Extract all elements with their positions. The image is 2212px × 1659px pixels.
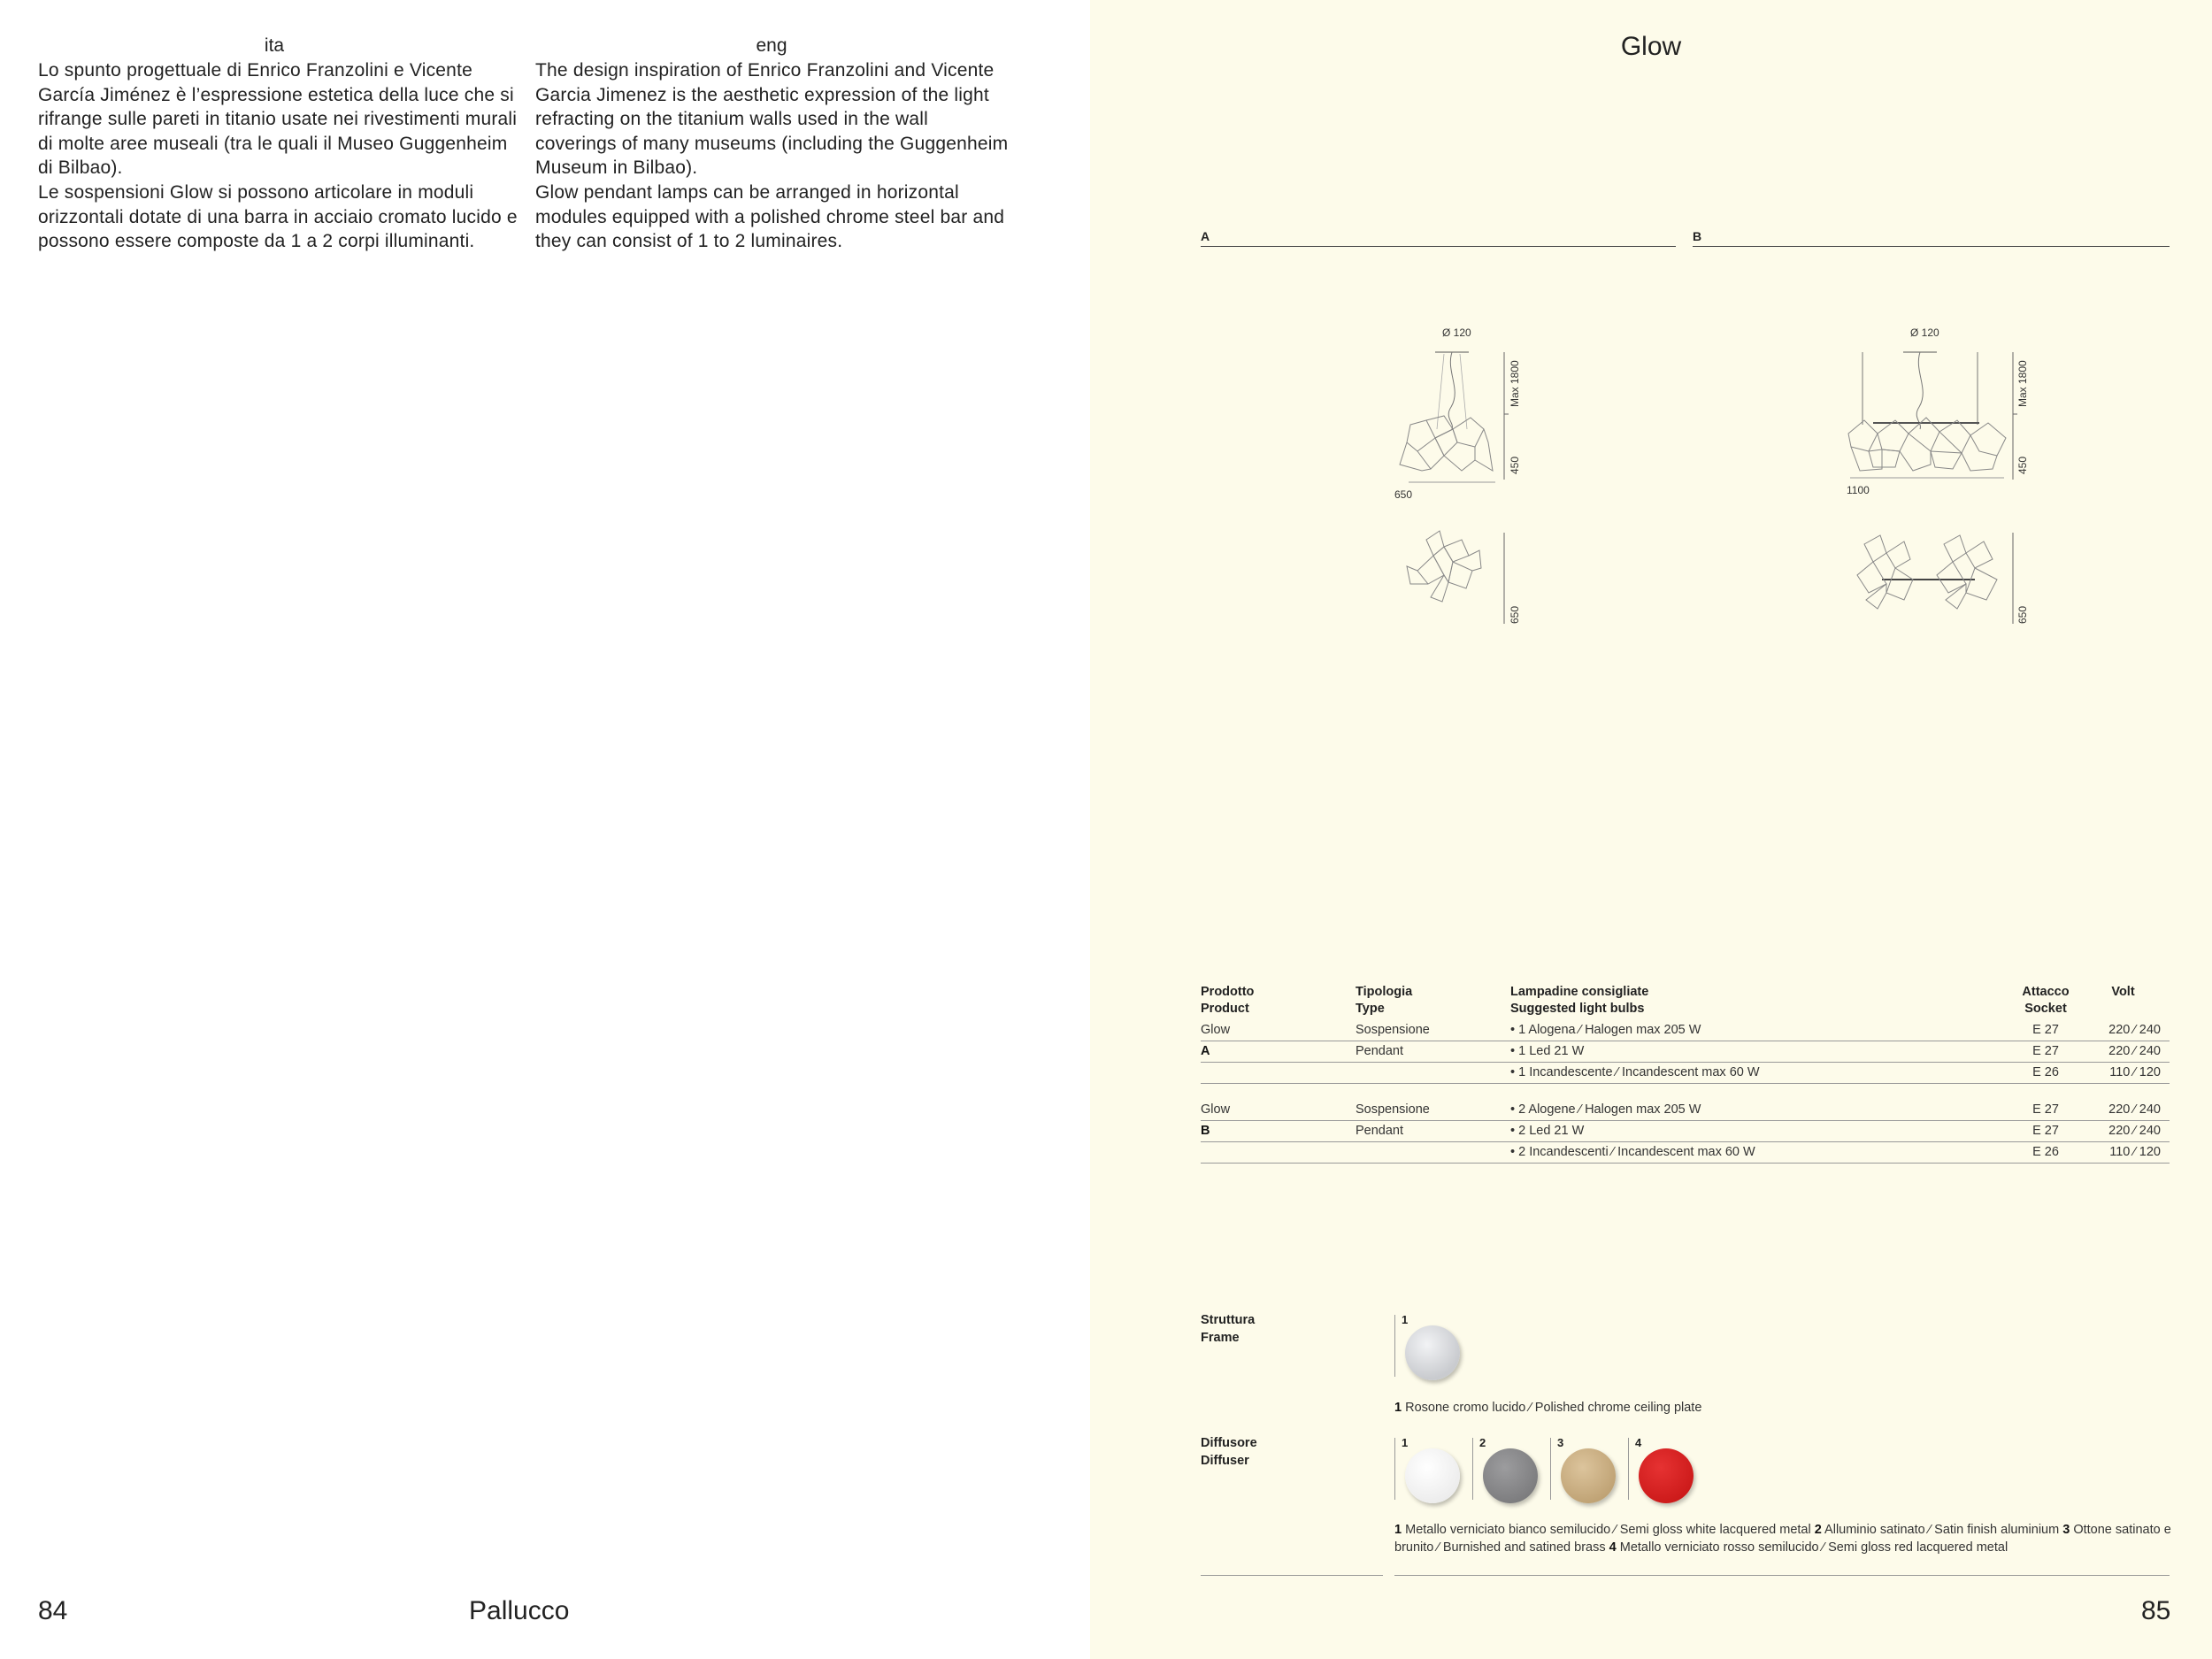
dim-depth: 650 — [1509, 605, 1521, 624]
dim-width: 1100 — [1847, 484, 1870, 496]
table-header-row — [1201, 984, 2170, 1020]
swatch-number: 1 — [1402, 1313, 1409, 1326]
variant-a-drawing — [1391, 319, 1594, 637]
caption-number: 1 — [1394, 1523, 1402, 1537]
eng-text — [535, 58, 1013, 254]
footer-rule-right — [1394, 1575, 2170, 1576]
dim-diameter: Ø 120 — [1442, 326, 1471, 339]
red-swatch — [1639, 1448, 1694, 1503]
cell-bulb: • 2 Incandescenti ⁄ Incandescent max 60 W — [1510, 1142, 2006, 1164]
ita-heading: ita — [264, 35, 285, 56]
swatch-number: 3 — [1557, 1436, 1564, 1449]
swatch-number: 2 — [1479, 1436, 1486, 1449]
ita-paragraph: Le sospensioni Glow si possono articolare in moduli orizzontali dotate di una barra in acciaio cromato lucido e possono essere composte da 1 a 2 corpi illuminanti. — [38, 181, 518, 252]
swatch-divider — [1394, 1438, 1395, 1500]
cell-volt: 220 ⁄ 240 — [2085, 1020, 2170, 1041]
cell-socket: E 27 — [2006, 1100, 2085, 1121]
diffuser-swatch-3 — [1550, 1436, 1626, 1507]
cell-type: Sospensione — [1356, 1100, 1510, 1121]
cell-type — [1356, 1063, 1510, 1084]
specification-table — [1201, 984, 2170, 1164]
dim-max-height: Max 1800 — [2016, 360, 2029, 407]
brass-swatch — [1561, 1448, 1616, 1503]
caption-number: 2 — [1814, 1523, 1822, 1537]
cell-product: B — [1201, 1121, 1356, 1142]
dim-width: 650 — [1394, 488, 1413, 501]
frame-label-en: Frame — [1201, 1331, 1240, 1345]
variant-a-label: A — [1201, 229, 1210, 243]
table-row — [1201, 1041, 2170, 1063]
cell-volt: 220 ⁄ 240 — [2085, 1100, 2170, 1121]
swatch-divider — [1628, 1438, 1629, 1500]
dim-height: 450 — [1509, 456, 1521, 474]
dim-height: 450 — [2016, 456, 2029, 474]
brand-name: Pallucco — [469, 1596, 570, 1625]
cell-bulb: • 1 Incandescente ⁄ Incandescent max 60 W — [1510, 1063, 2006, 1084]
cell-bulb: • 1 Alogena ⁄ Halogen max 205 W — [1510, 1020, 2006, 1041]
header-volt: Volt — [2111, 985, 2135, 999]
variant-b-rule — [1693, 246, 2170, 247]
cell-bulb: • 2 Led 21 W — [1510, 1121, 2006, 1142]
table-spacer — [1201, 1084, 2170, 1101]
diffuser-label-en: Diffuser — [1201, 1454, 1249, 1468]
lamp-top-view — [1857, 535, 1997, 609]
eng-heading: eng — [756, 35, 787, 56]
cell-volt: 110 ⁄ 120 — [2085, 1142, 2170, 1164]
diffuser-label — [1201, 1434, 1257, 1470]
caption-number: 1 — [1394, 1401, 1402, 1415]
cell-socket: E 27 — [2006, 1121, 2085, 1142]
diffuser-caption — [1394, 1521, 2173, 1556]
right-page — [1090, 0, 2212, 1659]
table-row — [1201, 1121, 2170, 1142]
left-page — [0, 0, 1090, 1659]
swatch-divider — [1472, 1438, 1473, 1500]
frame-caption — [1394, 1399, 2173, 1417]
frame-label-it: Struttura — [1201, 1313, 1256, 1327]
dim-diameter: Ø 120 — [1910, 326, 1939, 339]
frame-swatch-1 — [1394, 1313, 1465, 1384]
cell-volt: 220 ⁄ 240 — [2085, 1121, 2170, 1142]
variant-b-drawing — [1847, 319, 2059, 637]
cell-product: Glow — [1201, 1020, 1356, 1041]
table-row — [1201, 1020, 2170, 1041]
cell-volt: 220 ⁄ 240 — [2085, 1041, 2170, 1063]
caption-text: Rosone cromo lucido ⁄ Polished chrome ceiling plate — [1405, 1401, 1702, 1415]
header-bulbs: Lampadine consigliate Suggested light bulbs — [1510, 985, 1649, 1016]
dim-max-height: Max 1800 — [1509, 360, 1521, 407]
product-title: Glow — [1620, 32, 1682, 61]
swatch-number: 4 — [1635, 1436, 1642, 1449]
frame-label — [1201, 1311, 1255, 1347]
caption-text: Metallo verniciato rosso semilucido ⁄ Semi gloss red lacquered metal — [1619, 1540, 2008, 1555]
cell-type: Pendant — [1356, 1121, 1510, 1142]
chrome-swatch — [1405, 1325, 1460, 1380]
cell-socket: E 27 — [2006, 1041, 2085, 1063]
footer-rule-left — [1201, 1575, 1383, 1576]
lamp-side-view — [1400, 416, 1493, 471]
caption-text: Alluminio satinato ⁄ Satin finish aluminium — [1824, 1523, 2060, 1537]
cell-type — [1356, 1142, 1510, 1164]
ita-text — [38, 58, 520, 254]
caption-text: Metallo verniciato bianco semilucido ⁄ Semi gloss white lacquered metal — [1405, 1523, 1811, 1537]
header-type: Tipologia Type — [1356, 985, 1413, 1016]
variant-b-label: B — [1693, 229, 1702, 243]
diffuser-label-it: Diffusore — [1201, 1436, 1257, 1450]
white-swatch — [1405, 1448, 1460, 1503]
diffuser-swatch-4 — [1628, 1436, 1704, 1507]
caption-number: 4 — [1609, 1540, 1617, 1555]
diffuser-swatch-1 — [1394, 1436, 1471, 1507]
caption-text: Ottone satinato e brunito ⁄ Burnished and satined brass — [1394, 1523, 2171, 1555]
lamp-side-view — [1848, 418, 2006, 471]
cell-product: A — [1201, 1041, 1356, 1063]
table-row — [1201, 1063, 2170, 1084]
page-number-left: 84 — [38, 1596, 68, 1625]
diffuser-swatch-2 — [1472, 1436, 1548, 1507]
caption-number: 3 — [2062, 1523, 2070, 1537]
cell-bulb: • 2 Alogene ⁄ Halogen max 205 W — [1510, 1100, 2006, 1121]
cell-socket: E 27 — [2006, 1020, 2085, 1041]
header-socket: Attacco Socket — [2022, 985, 2070, 1016]
cell-socket: E 26 — [2006, 1142, 2085, 1164]
page-number-right: 85 — [2141, 1596, 2171, 1625]
swatch-divider — [1550, 1438, 1551, 1500]
cell-volt: 110 ⁄ 120 — [2085, 1063, 2170, 1084]
cell-product — [1201, 1142, 1356, 1164]
swatch-number: 1 — [1402, 1436, 1409, 1449]
cell-product — [1201, 1063, 1356, 1084]
swatch-divider — [1394, 1315, 1395, 1377]
eng-paragraph: Glow pendant lamps can be arranged in horizontal modules equipped with a polished chrome steel bar and they can consist of 1 to 2 luminaires. — [535, 181, 1005, 252]
cell-socket: E 26 — [2006, 1063, 2085, 1084]
table-row — [1201, 1142, 2170, 1164]
cell-bulb: • 1 Led 21 W — [1510, 1041, 2006, 1063]
aluminium-swatch — [1483, 1448, 1538, 1503]
cell-type: Pendant — [1356, 1041, 1510, 1063]
ita-paragraph: Lo spunto progettuale di Enrico Franzolini e Vicente García Jiménez è l’espressione estetica della luce che si rifrange sulle pareti in titanio usate nei rivestimenti murali di molte aree museali (tra le quali il Museo Guggenheim di Bilbao). — [38, 60, 518, 179]
lamp-top-view — [1407, 531, 1481, 602]
table-row — [1201, 1100, 2170, 1121]
header-product: Prodotto Product — [1201, 985, 1255, 1016]
variant-a-rule — [1201, 246, 1676, 247]
cell-type: Sospensione — [1356, 1020, 1510, 1041]
dim-depth: 650 — [2016, 605, 2029, 624]
cell-product: Glow — [1201, 1100, 1356, 1121]
eng-paragraph: The design inspiration of Enrico Franzolini and Vicente Garcia Jimenez is the aesthetic expression of the light refracting on the titanium walls used in the wall coverings of many museums (including the Guggenheim Museum in Bilbao). — [535, 60, 1009, 179]
